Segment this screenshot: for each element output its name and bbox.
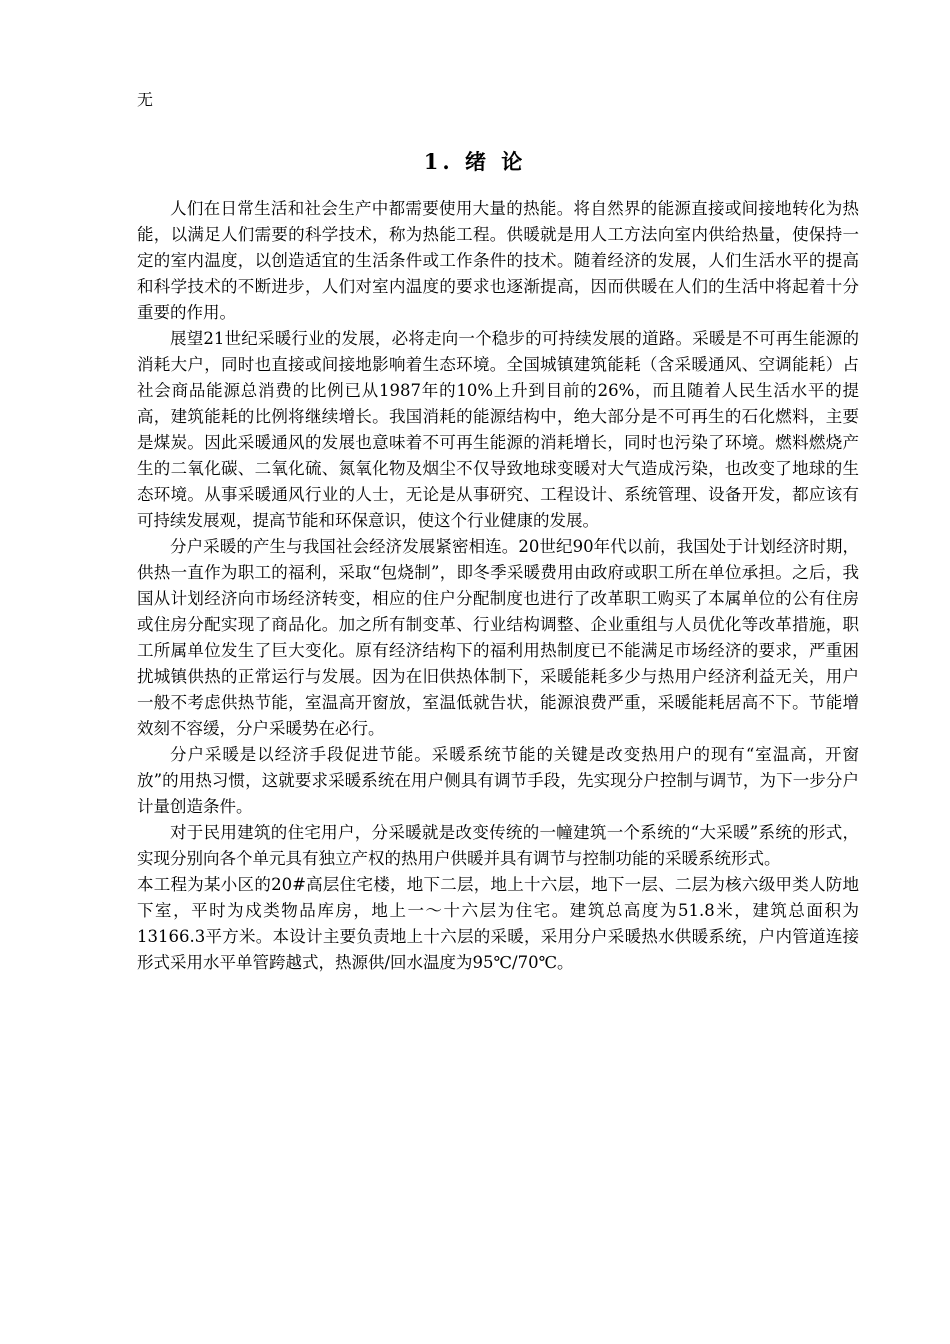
paragraph-4: 分户采暖是以经济手段促进节能。采暖系统节能的关键是改变热用户的现有“室温高，开窗放”的用热习惯，这就要求采暖系统在用户侧具有调节手段，先实现分户控制与调节，为下一步分户计量创造条件。 bbox=[137, 745, 859, 816]
paragraph-3: 分户采暖的产生与我国社会经济发展紧密相连。20世纪90年代以前，我国处于计划经济时期，供热一直作为职工的福利，采取“包烧制”，即冬季采暖费用由政府或职工所在单位承担。之后，我国从计划经济向市场经济转变，相应的住户分配制度也进行了改革职工购买了本属单位的公有住房或住房分配实现了商品化。加之所有制变革、行业结构调整、企业重组与人员优化等改革措施，职工所属单位发生了巨大变化。原有经济结构下的福利用热制度已不能满足市场经济的要求，严重困扰城镇供热的正常运行与发展。因为在旧供热体制下，采暖能耗多少与热用户经济利益无关，用户一般不考虑供热节能，室温高开窗放，室温低就告状，能源浪费严重，采暖能耗居高不下。节能增效刻不容缓，分户采暖势在必行。 bbox=[137, 537, 859, 738]
body-text bbox=[137, 196, 859, 976]
section-heading: 1. 绪 论 bbox=[423, 149, 527, 174]
paragraph-6: 本工程为某小区的20#高层住宅楼，地下二层，地上十六层，地下一层、二层为核六级甲类人防地下室，平时为戍类物品库房，地上一～十六层为住宅。建筑总高度为51.8米，建筑总面积为13166.3平方米。本设计主要负责地上十六层的采暖，采用分户采暖热水供暖系统，户内管道连接形式采用水平单管跨越式，热源供/回水温度为95℃/70℃。 bbox=[137, 875, 859, 972]
paragraph-1: 人们在日常生活和社会生产中都需要使用大量的热能。将自然界的能源直接或间接地转化为热能，以满足人们需要的科学技术，称为热能工程。供暖就是用人工方法向室内供给热量，使保持一定的室内温度，以创造适宜的生活条件或工作条件的技术。随着经济的发展，人们生活水平的提高和科学技术的不断进步，人们对室内温度的要求也逐渐提高，因而供暖在人们的生活中将起着十分重要的作用。 bbox=[137, 199, 859, 322]
header-mark: 无 bbox=[137, 90, 154, 109]
paragraph-2: 展望21世纪采暖行业的发展，必将走向一个稳步的可持续发展的道路。采暖是不可再生能源的消耗大户，同时也直接或间接地影响着生态环境。全国城镇建筑能耗（含采暖通风、空调能耗）占社会商品能源总消费的比例已从1987年的10%上升到目前的26%，而且随着人民生活水平的提高，建筑能耗的比例将继续增长。我国消耗的能源结构中，绝大部分是不可再生的石化燃料，主要是煤炭。因此采暖通风的发展也意味着不可再生能源的消耗增长，同时也污染了环境。燃料燃烧产生的二氧化碳、二氧化硫、氮氧化物及烟尘不仅导致地球变暖对大气造成污染，也改变了地球的生态环境。从事采暖通风行业的人士，无论是从事研究、工程设计、系统管理、设备开发，都应该有可持续发展观，提高节能和环保意识，使这个行业健康的发展。 bbox=[137, 329, 859, 530]
paragraph-5: 对于民用建筑的住宅用户，分采暖就是改变传统的一幢建筑一个系统的“大采暖”系统的形式，实现分别向各个单元具有独立产权的热用户供暖并具有调节与控制功能的采暖系统形式。 bbox=[137, 823, 859, 868]
